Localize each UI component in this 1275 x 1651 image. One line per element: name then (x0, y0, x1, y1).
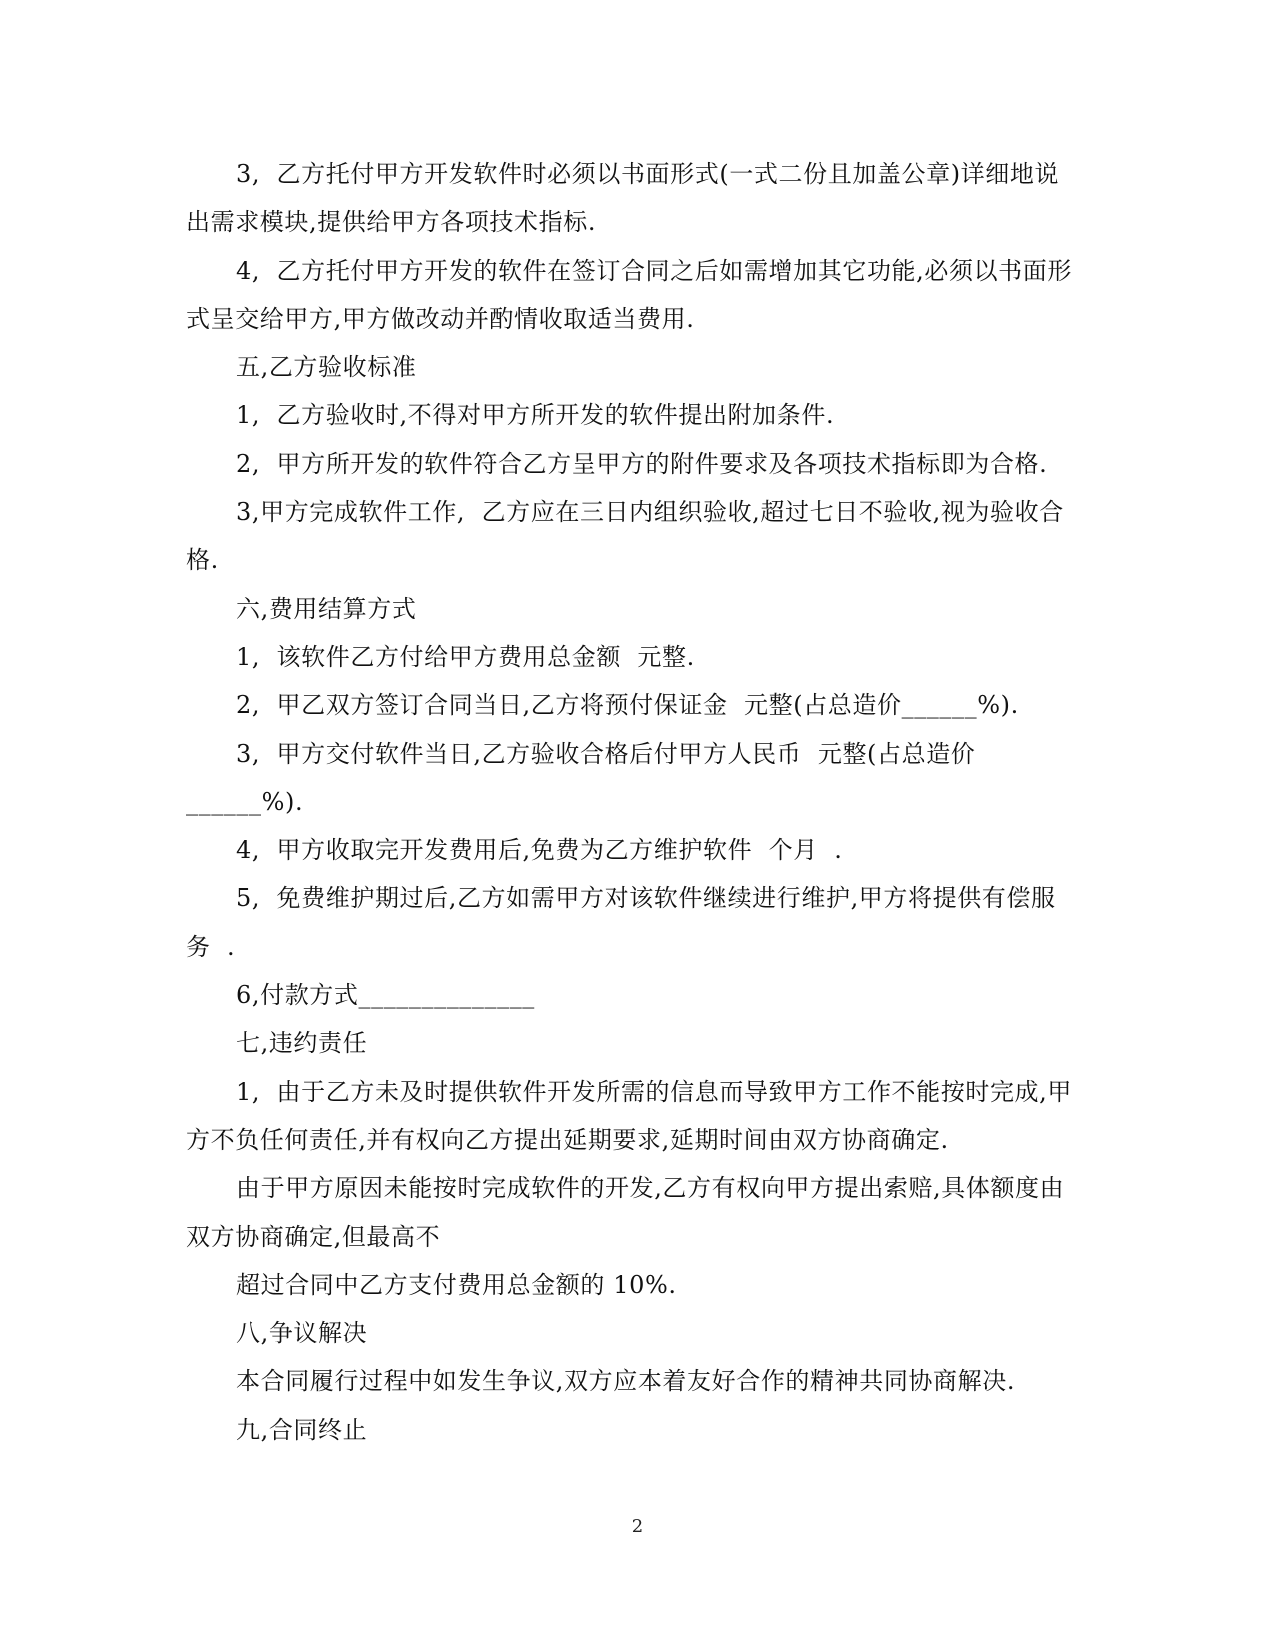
text-line: 1, 该软件乙方付给甲方费用总金额 元整. (236, 642, 695, 671)
text-line: 6,付款方式______________ (236, 981, 535, 1010)
section-heading: 五,乙方验收标准 (236, 353, 417, 382)
text-line: 方不负任何责任,并有权向乙方提出延期要求,延期时间由双方协商确定. (186, 1125, 949, 1154)
text-line: ______%). (186, 787, 304, 816)
text-line: 由于甲方原因未能按时完成软件的开发,乙方有权向甲方提出索赔,具体额度由 (236, 1174, 1065, 1203)
text-line: 双方协商确定,但最高不 (186, 1222, 441, 1251)
text-line: 格. (186, 546, 219, 575)
text-line: 5, 免费维护期过后,乙方如需甲方对该软件继续进行维护,甲方将提供有偿服 (236, 884, 1056, 913)
text-line: 3,甲方完成软件工作, 乙方应在三日内组织验收,超过七日不验收,视为验收合 (236, 498, 1064, 527)
document-body (186, 150, 1086, 1454)
page-number: 2 (631, 1516, 644, 1537)
text-line: 超过合同中乙方支付费用总金额的 10%. (236, 1270, 677, 1299)
section-heading: 九,合同终止 (236, 1415, 368, 1444)
text-line: 1, 乙方验收时,不得对甲方所开发的软件提出附加条件. (236, 401, 835, 430)
text-line: 4, 甲方收取完开发费用后,免费为乙方维护软件 个月 . (236, 836, 843, 865)
section-heading: 七,违约责任 (236, 1029, 368, 1058)
text-line: 3, 乙方托付甲方开发软件时必须以书面形式(一式二份且加盖公章)详细地说 (236, 160, 1060, 188)
text-line: 务 . (186, 932, 236, 961)
text-line: 式呈交给甲方,甲方做改动并酌情收取适当费用. (186, 304, 695, 333)
text-line: 2, 甲乙双方签订合同当日,乙方将预付保证金 元整(占总造价______%). (236, 691, 1019, 720)
text-line: 1, 由于乙方未及时提供软件开发所需的信息而导致甲方工作不能按时完成,甲 (236, 1077, 1072, 1106)
text-line: 本合同履行过程中如发生争议,双方应本着友好合作的精神共同协商解决. (236, 1367, 1016, 1396)
text-line: 3, 甲方交付软件当日,乙方验收合格后付甲方人民币 元整(占总造价 (236, 739, 976, 768)
text-line: 出需求模块,提供给甲方各项技术指标. (186, 208, 597, 237)
section-heading: 八,争议解决 (236, 1319, 368, 1348)
section-heading: 六,费用结算方式 (236, 594, 417, 623)
text-line: 2, 甲方所开发的软件符合乙方呈甲方的附件要求及各项技术指标即为合格. (236, 449, 1048, 478)
text-line: 4, 乙方托付甲方开发的软件在签订合同之后如需增加其它功能,必须以书面形 (236, 256, 1072, 285)
